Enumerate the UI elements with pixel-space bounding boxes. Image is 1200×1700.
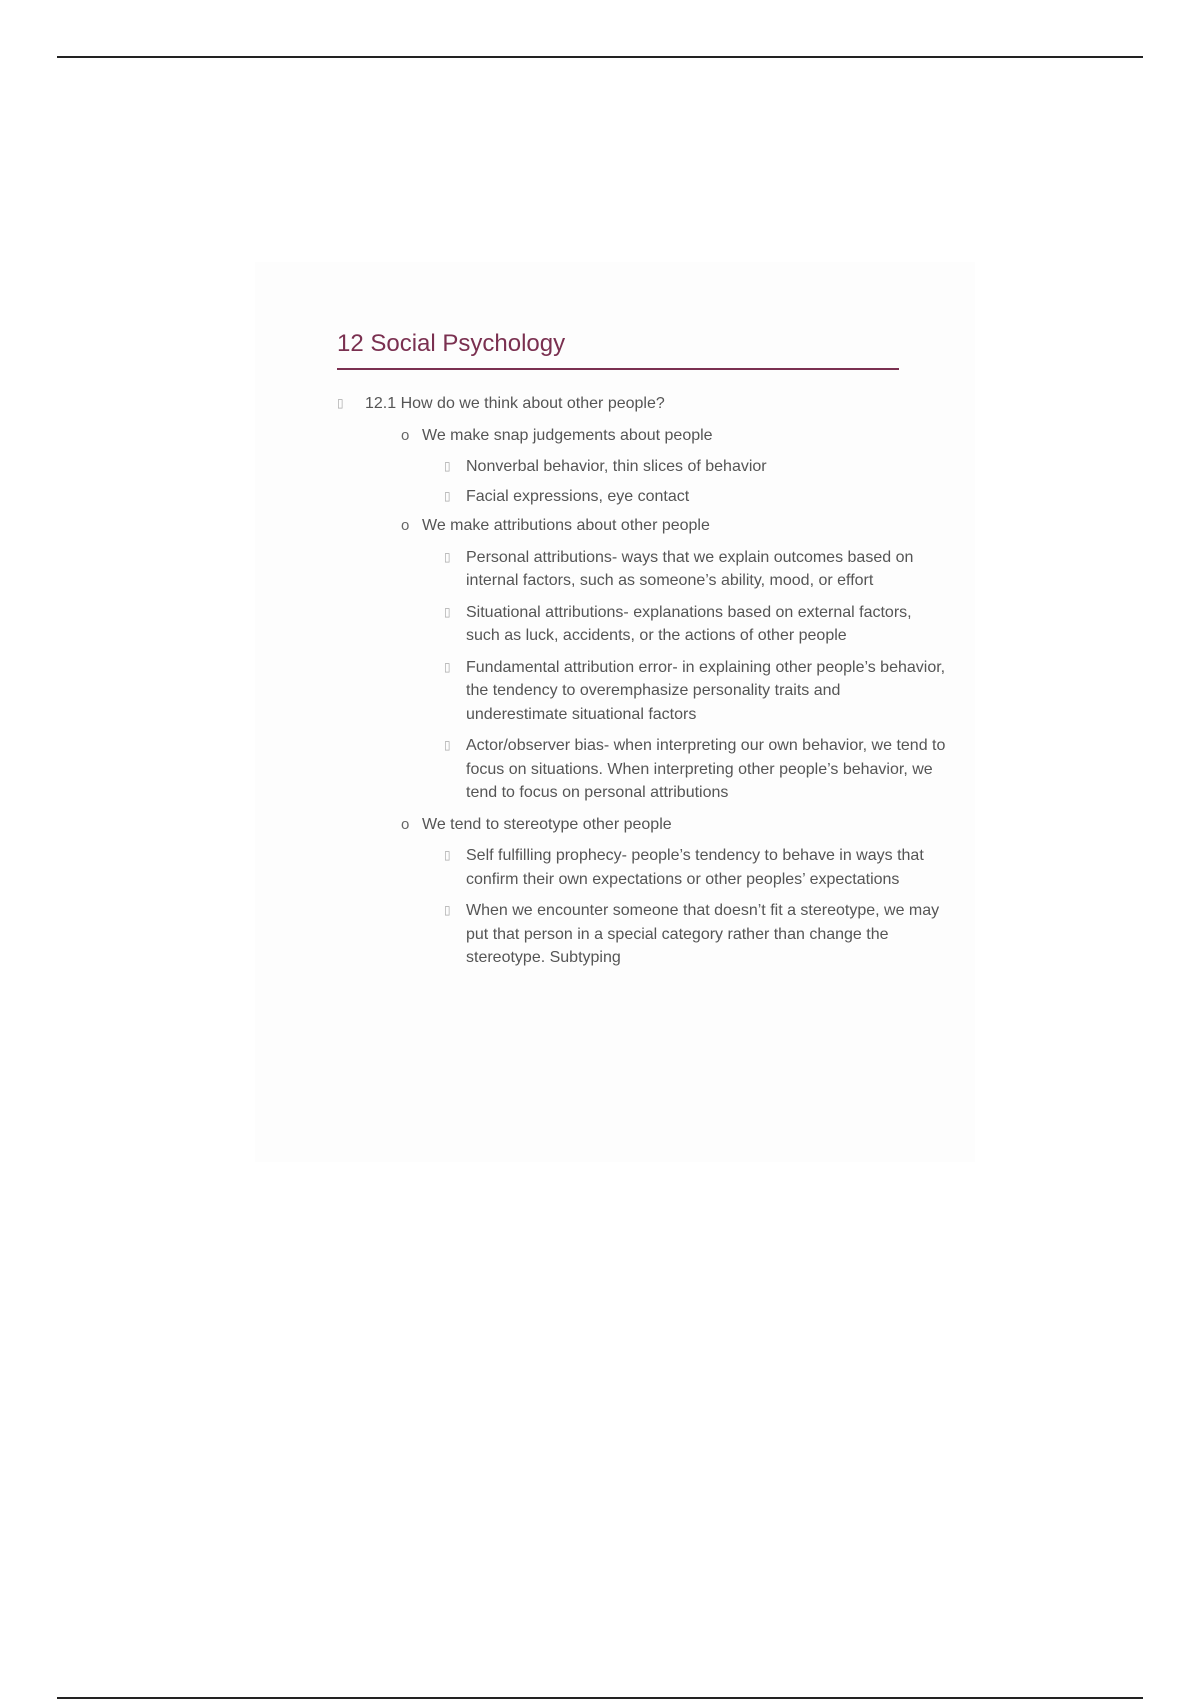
outline-item-text: Situational attributions- explanations based on external factors, such as luck, accidents, or the actions of other people — [466, 603, 912, 644]
outline-item-text: Facial expressions, eye contact — [466, 487, 690, 505]
outline-group-heading — [401, 813, 937, 837]
square-bullet-icon: ▯ — [444, 549, 451, 564]
outline-item — [444, 656, 946, 727]
outline-item — [444, 546, 946, 593]
outline-group-heading — [401, 514, 937, 538]
circle-bullet-icon: o — [401, 517, 410, 534]
square-bullet-icon: ▯ — [444, 488, 451, 503]
group-heading-text: We tend to stereotype other people — [422, 815, 672, 833]
circle-bullet-icon: o — [401, 426, 410, 444]
square-bullet-icon: ▯ — [444, 903, 451, 917]
outline-item-text: Personal attributions- ways that we explain outcomes based on internal factors, such as someone’s ability, mood, or effort — [466, 548, 914, 589]
outline-item — [444, 485, 946, 509]
square-bullet-icon: ▯ — [444, 659, 451, 674]
outline-item-text: Fundamental attribution error- in explaining other people’s behavior, the tendency to overemphasize personality traits and underestimate situational factors — [466, 658, 946, 723]
title-underline — [337, 368, 899, 370]
group-heading-text: We make attributions about other people — [422, 517, 710, 534]
outline-item — [444, 734, 946, 805]
document-content — [337, 326, 946, 978]
outline-item — [444, 899, 946, 970]
outline-item-text: Nonverbal behavior, thin slices of behavior — [466, 458, 767, 475]
outline-group-heading — [401, 424, 937, 448]
top-rule — [57, 56, 1143, 58]
outline-item-text: Self fulfilling prophecy- people’s tendency to behave in ways that confirm their own expectations or other peoples’ expectations — [466, 847, 924, 888]
square-bullet-icon: ▯ — [444, 848, 451, 862]
square-bullet-icon: ▯ — [444, 604, 451, 619]
bottom-rule — [57, 1697, 1143, 1699]
outline-item — [444, 455, 946, 479]
section-heading: 12.1 How do we think about other people? — [365, 395, 665, 412]
outline-item — [444, 844, 946, 891]
outline-item-text: When we encounter someone that doesn’t fit a stereotype, we may put that person in a special category rather than change the stereotype. Subtyping — [466, 902, 940, 966]
page-title: 12 Social Psychology — [337, 330, 566, 357]
square-bullet-icon: ▯ — [444, 459, 451, 473]
circle-bullet-icon: o — [401, 815, 410, 833]
group-heading-text: We make snap judgements about people — [422, 426, 713, 444]
square-bullet-icon: ▯ — [444, 738, 451, 752]
outline-item — [444, 601, 946, 648]
outline-item-text: Actor/observer bias- when interpreting our own behavior, we tend to focus on situations. When interpreting other people’s behavior, we tend to focus on personal attributions — [466, 737, 946, 801]
outline-section — [337, 392, 937, 416]
square-bullet-icon: ▯ — [337, 396, 344, 410]
